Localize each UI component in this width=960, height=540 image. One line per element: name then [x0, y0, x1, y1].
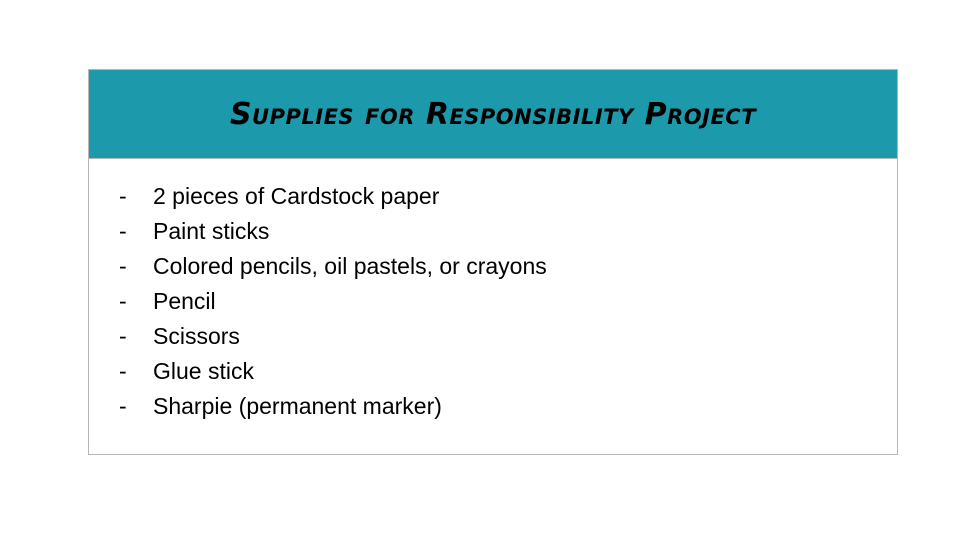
page-title: Supplies for Responsibility Project — [229, 96, 757, 132]
dash-bullet-icon: - — [119, 252, 127, 279]
list-item-label: 2 pieces of Cardstock paper — [153, 183, 440, 209]
card-header — [89, 70, 897, 159]
list-item — [89, 284, 897, 319]
list-item-label: Glue stick — [153, 357, 254, 384]
dash-bullet-icon: - — [119, 217, 127, 244]
dash-bullet-icon: - — [119, 392, 127, 419]
dash-bullet-icon: - — [119, 322, 127, 349]
list-item-label: Scissors — [153, 322, 240, 349]
dash-bullet-icon: - — [119, 357, 127, 384]
list-item-label: Sharpie (permanent marker) — [153, 392, 442, 419]
list-item-label: Paint sticks — [153, 217, 270, 244]
list-item — [89, 389, 897, 424]
list-item — [89, 354, 897, 389]
list-item — [89, 214, 897, 249]
list-item-label: Colored pencils, oil pastels, or crayons — [153, 252, 547, 279]
list-item — [89, 319, 897, 354]
list-item — [89, 179, 897, 214]
list-item-label: Pencil — [153, 287, 216, 314]
dash-bullet-icon: - — [119, 287, 127, 314]
supplies-list — [89, 159, 897, 454]
dash-bullet-icon: - — [119, 183, 127, 209]
list-item — [89, 249, 897, 284]
supplies-card — [88, 69, 898, 455]
